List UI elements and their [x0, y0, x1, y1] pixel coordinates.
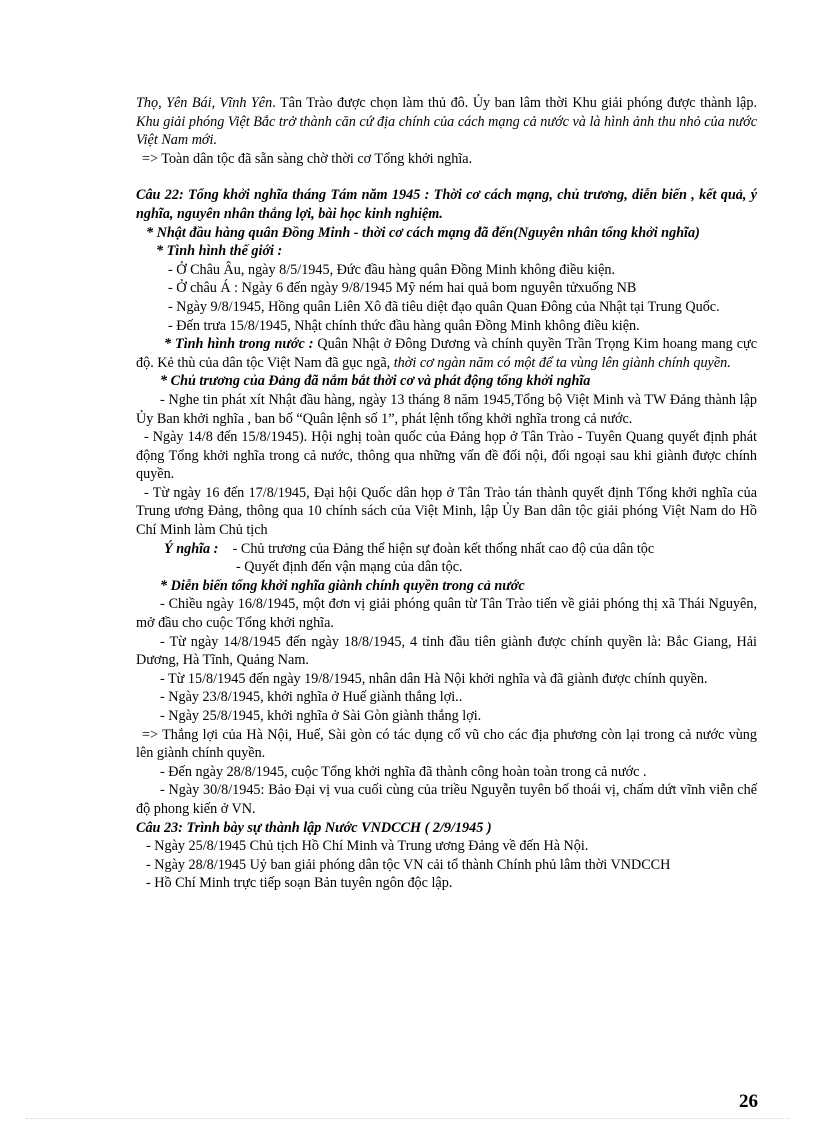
list-item: - Ở châu Á : Ngày 6 đến ngày 9/8/1945 Mỹ ném hai quả bom nguyên tửxuống NB — [168, 280, 637, 297]
list-item: - Ngày 14/8 đến 15/8/1945). Hội nghị toàn quốc của Đảng họp ở Tân Trào - Tuyên Quang quyết định phát động Tổng khởi nghĩa trong cả nước, thông qua những vấn đề đối nội, đối ngoại sau khi giành được chính quyền. — [136, 429, 757, 483]
list-item: => Thắng lợi của Hà Nội, Huế, Sài gòn có tác dụng cổ vũ cho các địa phương còn lại trong cả nước vùng lên giành chính quyền. — [136, 726, 757, 762]
list-item: - Từ ngày 16 đến 17/8/1945, Đại hội Quốc dân họp ở Tân Trào tán thành quyết định Tổng khởi nghĩa của Trung ương Đảng, thông qua 10 chính sách của Việt Minh, lập Ủy Ban dân tộc giải phóng Việt Nam do Hồ Chí Minh làm Chủ tịch — [136, 484, 757, 539]
list-item: - Ở Châu Âu, ngày 8/5/1945, Đức đầu hàng quân Đồng Minh không điều kiện. — [168, 261, 616, 278]
list-item: - Nghe tin phát xít Nhật đầu hàng, ngày 13 tháng 8 năm 1945,Tổng bộ Việt Minh và TW Đảng thành lập Ủy Ban khởi nghĩa , ban bố “Quân lệnh số 1”, phát lệnh tổng khởi nghĩa trong cả nước. — [136, 391, 757, 427]
heading-party-policy: * Chủ trương của Đảng đã nắm bắt thời cơ và phát động tổng khởi nghĩa — [160, 373, 591, 390]
list-item: - Đến trưa 15/8/1945, Nhật chính thức đầu hàng quân Đồng Minh không điều kiện. — [168, 317, 640, 334]
heading-japan-surrender: * Nhật đầu hàng quân Đồng Minh - thời cơ cách mạng đã đến(Nguyên nhân tổng khởi nghĩa) — [146, 224, 700, 241]
italic-base-area: Khu giải phóng Việt Bắc trở thành căn cứ địa chính của cách mạng cả nước và là hình ảnh thu nhỏ của nước Việt Nam mới. — [136, 113, 757, 149]
text-significance-1: - Chủ trương của Đảng thể hiện sự đoàn kết thống nhất cao độ của dân tộc — [232, 540, 655, 557]
conclusion-line: => Toàn dân tộc đã sẵn sàng chờ thời cơ Tổng khởi nghĩa. — [142, 150, 473, 167]
significance-line-2: - Quyết định đến vận mạng của dân tộc. — [236, 559, 463, 576]
list-item: - Ngày 25/8/1945, khởi nghĩa ở Sài Gòn giành thắng lợi. — [160, 708, 482, 724]
list-item: - Ngày 25/8/1945 Chủ tịch Hồ Chí Minh và Trung ương Đảng về đến Hà Nội. — [146, 838, 589, 855]
list-item: - Chiều ngày 16/8/1945, một đơn vị giải phóng quân từ Tân Trào tiến về giải phóng thị xã Thái Nguyên, mở đầu cho cuộc Tổng khởi nghĩa. — [136, 596, 757, 632]
heading-world-situation: * Tình hình thế giới : — [156, 243, 283, 260]
document-page — [136, 94, 757, 893]
italic-opportunity: thời cơ ngàn năm có một để ta vùng lên giành chính quyền. — [393, 354, 731, 371]
list-item: - Từ ngày 14/8/1945 đến ngày 18/8/1945, 4 tỉnh đầu tiên giành được chính quyền là: Bắc Giang, Hải Dương, Hà Tĩnh, Quảng Nam. — [136, 633, 757, 669]
paragraph-domestic-situation — [136, 335, 757, 372]
text-capital-chosen: . Tân Trào được chọn làm thủ đô. Ủy ban lâm thời Khu giải phóng được thành lập. — [272, 95, 757, 111]
label-domestic: * Tình hình trong nước : — [164, 336, 314, 353]
heading-uprising-events: * Diễn biến tổng khởi nghĩa giành chính quyền trong cả nước — [160, 577, 525, 594]
question-23-heading: Câu 23: Trình bày sự thành lập Nước VNDCCH ( 2/9/1945 ) — [136, 819, 492, 836]
significance-line-1 — [136, 540, 757, 559]
list-item: - Ngày 9/8/1945, Hồng quân Liên Xô đã tiêu diệt đạo quân Quan Đông của Nhật tại Trung Quốc. — [168, 298, 720, 315]
text-domestic: Quân Nhật ở Đông Dương và chính quyền Trần Trọng Kim hoang mang cực độ. Kẻ thù của dân tộc Việt Nam đã gục ngã, — [136, 336, 757, 371]
label-significance: Ý nghĩa : — [164, 540, 219, 557]
list-item: - Hồ Chí Minh trực tiếp soạn Bản tuyên ngôn độc lập. — [146, 875, 453, 892]
list-item: - Ngày 23/8/1945, khởi nghĩa ở Huế giành thắng lợi.. — [160, 689, 463, 706]
list-item: - Ngày 30/8/1945: Bảo Đại vị vua cuối cùng của triều Nguyễn tuyên bố thoái vị, chấm dứt vĩnh viễn chế độ phong kiến ở VN. — [136, 782, 757, 817]
footer-divider — [26, 1118, 790, 1119]
italic-place-names: Thọ, Yên Bái, Vĩnh Yên — [136, 95, 273, 111]
list-item: - Từ 15/8/1945 đến ngày 19/8/1945, nhân dân Hà Nội khởi nghĩa và đã giành được chính quyền. — [160, 670, 708, 687]
page-number: 26 — [739, 1091, 758, 1112]
question-22-heading: Câu 22: Tổng khởi nghĩa tháng Tám năm 1945 : Thời cơ cách mạng, chủ trương, diễn biến , kết quả, ý nghĩa, nguyên nhân thắng lợi, bài học kinh nghiệm. — [136, 187, 757, 222]
list-item: - Ngày 28/8/1945 Uỷ ban giải phóng dân tộc VN cải tổ thành Chính phủ lâm thời VNDCCH — [146, 856, 671, 873]
paragraph-viet-bac — [136, 94, 757, 150]
list-item: - Đến ngày 28/8/1945, cuộc Tổng khởi nghĩa đã thành công hoàn toàn trong cả nước . — [160, 763, 647, 780]
